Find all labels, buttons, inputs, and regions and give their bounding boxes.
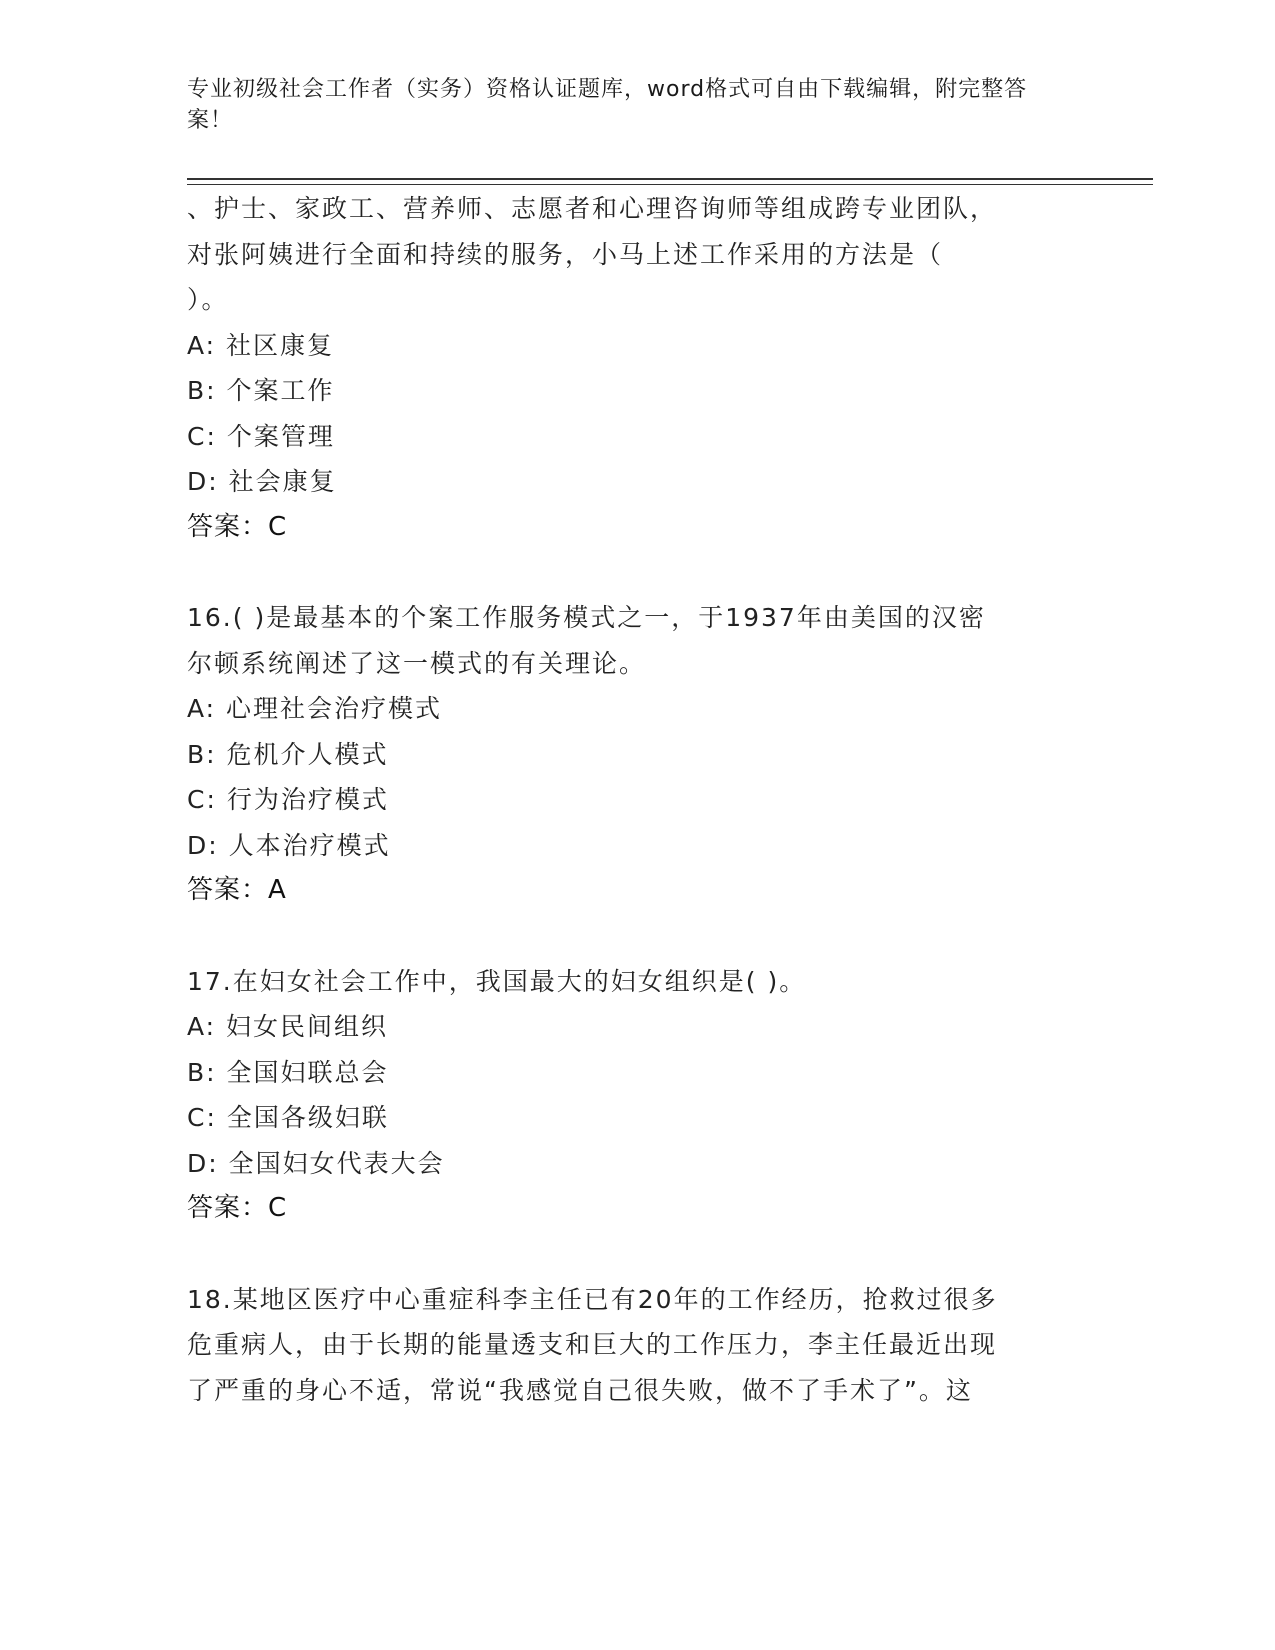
option-a: A: 社区康复: [187, 330, 335, 360]
header-rule-thick: [187, 178, 1153, 180]
header-rule-thin: [187, 184, 1153, 185]
question-text-line: 危重病人，由于长期的能量透支和巨大的工作压力，李主任最近出现: [187, 1330, 998, 1359]
option-d: D: 社会康复: [187, 467, 337, 496]
option-b: B: 危机介人模式: [187, 739, 389, 769]
option-c: C: 个案管理: [187, 421, 335, 451]
question-spacer: [187, 550, 1087, 595]
option-b: B: 全国妇联总会: [187, 1057, 389, 1087]
option-b: B: 个案工作: [187, 376, 335, 405]
question-text-line: 16.( )是最基本的个案工作服务模式之一，于1937年由美国的汉密: [187, 603, 986, 632]
question-17-block: [187, 959, 1087, 1232]
option-c: C: 行为治疗模式: [187, 785, 389, 814]
question-spacer: [187, 914, 1087, 959]
question-text-line: 、护士、家政工、营养师、志愿者和心理咨询师等组成跨专业团队，: [187, 194, 998, 223]
question-spacer: [187, 1232, 1087, 1277]
question-text-line: 了严重的身心不适，常说“我感觉自己很失败，做不了手术了”。这: [187, 1375, 973, 1405]
answer-line: 答案：A: [187, 875, 287, 905]
answer-line: 答案：C: [187, 511, 288, 542]
question-text-line: 18.某地区医疗中心重症科李主任已有20年的工作经历，抢救过很多: [187, 1284, 998, 1314]
question-text-line: 尔顿系统阐述了这一模式的有关理论。: [187, 648, 647, 678]
question-text-line: 对张阿姨进行全面和持续的服务，小马上述工作采用的方法是（: [187, 239, 944, 269]
option-a: A: 妇女民间组织: [187, 1012, 389, 1041]
question-15-block: [187, 186, 1087, 550]
question-text-line: 17.在妇女社会工作中，我国最大的妇女组织是( )。: [187, 966, 807, 996]
option-d: D: 全国妇女代表大会: [187, 1148, 445, 1178]
question-16-block: [187, 595, 1087, 914]
answer-line: 答案：C: [187, 1193, 288, 1223]
option-a: A: 心理社会治疗模式: [187, 694, 443, 723]
question-18-block: [187, 1277, 1087, 1414]
option-c: C: 全国各级妇联: [187, 1103, 389, 1132]
document-header-title: 专业初级社会工作者（实务）资格认证题库，word格式可自由下载编辑，附完整答案！: [187, 77, 1028, 133]
question-text-line: ）。: [187, 285, 229, 314]
document-body: [187, 186, 1087, 1413]
option-d: D: 人本治疗模式: [187, 830, 391, 860]
